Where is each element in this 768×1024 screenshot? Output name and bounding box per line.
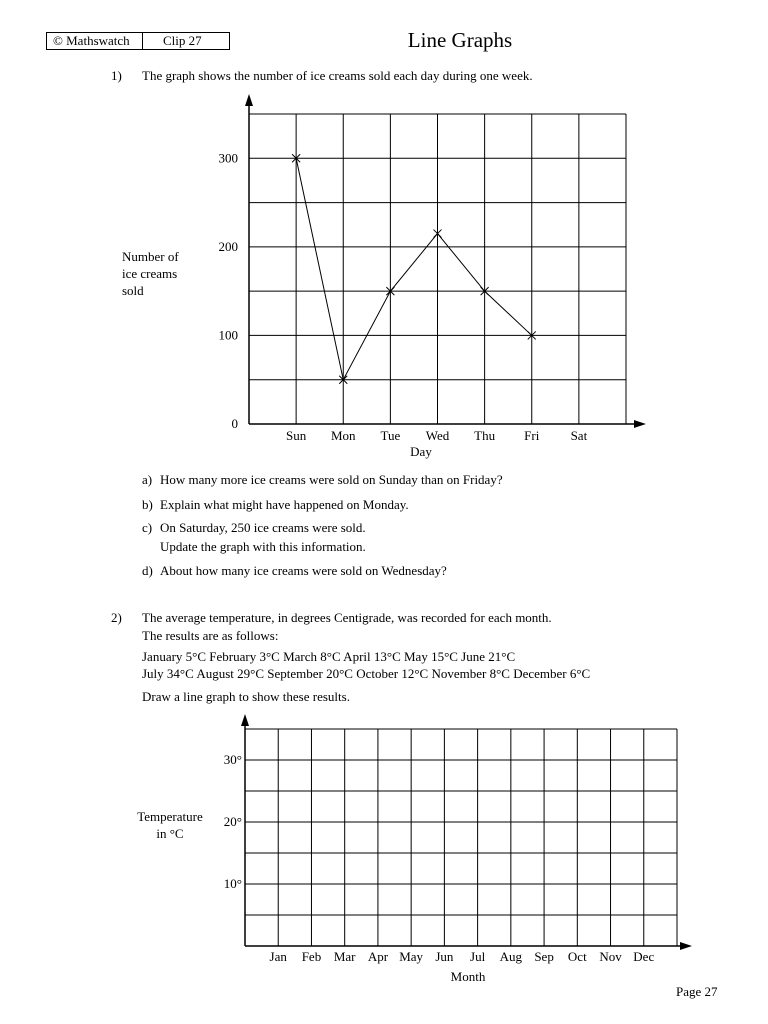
q2-y-axis-arrow (241, 714, 249, 726)
q2-x-tick-label: Oct (567, 949, 587, 964)
q2-y-label-line: in °C (156, 826, 184, 841)
q1-x-tick-label: Sun (286, 428, 307, 443)
q1-axes (245, 94, 646, 428)
q2-x-tick-label: Jul (470, 949, 486, 964)
q2-text-1: The average temperature, in degrees Centigrade, was recorded for each month. (142, 610, 552, 625)
q1-y-tick-label: 300 (218, 150, 238, 166)
q2-x-tick-label: Dec (633, 949, 655, 964)
q1-x-axis-label: Day (410, 444, 432, 459)
q1-y-tick-label: 200 (218, 238, 238, 254)
q2-grid (245, 729, 677, 946)
q1-grid (249, 114, 626, 424)
q2-x-tick-label: May (399, 949, 424, 964)
q1-part-c-text-2: Update the graph with this information. (160, 539, 366, 554)
page-title: Line Graphs (407, 28, 513, 52)
q1-y-label-line: sold (122, 283, 144, 298)
q2-tick-labels (224, 752, 655, 964)
q1-part-a-text: How many more ice creams were sold on Sunday than on Friday? (160, 472, 503, 487)
q2-x-tick-label: Jun (435, 949, 454, 964)
q1-part-c-text: On Saturday, 250 ice creams were sold. (160, 520, 366, 535)
header-brand: © Mathswatch (47, 33, 143, 49)
q2-instruction: Draw a line graph to show these results. (142, 689, 350, 704)
q2-results-line-1: January 5°C February 3°C March 8°C April 13°C May 15°C June 21°C (142, 649, 516, 664)
q1-x-tick-label: Thu (474, 428, 496, 443)
q1-text: The graph shows the number of ice creams sold each day during one week. (142, 68, 533, 83)
q2-x-tick-label: Jan (269, 949, 287, 964)
q1-part-c-letter: c) (142, 520, 153, 535)
q2-x-axis-label: Month (450, 969, 486, 984)
q1-y-label-line: ice creams (122, 266, 178, 281)
q2-x-tick-label: Apr (367, 949, 389, 964)
q2-x-tick-label: Aug (499, 949, 523, 964)
q1-x-axis-arrow (634, 420, 646, 428)
q1-x-tick-label: Wed (425, 428, 450, 443)
q1-part-d-letter: d) (142, 563, 153, 578)
q1-y-label-line: Number of (122, 249, 179, 264)
q2-results-line-2: July 34°C August 29°C September 20°C October 12°C November 8°C December 6°C (142, 666, 591, 681)
q2-x-tick-label: Mar (333, 949, 356, 964)
q1-part-d-text: About how many ice creams were sold on Wednesday? (160, 563, 447, 578)
q2-x-axis-arrow (680, 942, 692, 950)
header-clip: Clip 27 (163, 33, 202, 48)
temperature-blank-grid (0, 700, 768, 1000)
q1-series-line (296, 158, 532, 379)
q2-y-label-line: Temperature (137, 809, 203, 824)
q2-x-tick-label: Nov (599, 949, 622, 964)
q2-text-2: The results are as follows: (142, 628, 279, 643)
q2-number: 2) (111, 610, 122, 625)
q1-part-b-text: Explain what might have happened on Monday. (160, 497, 409, 512)
q1-x-tick-label: Sat (570, 428, 588, 443)
q1-part-b-letter: b) (142, 497, 153, 512)
q1-data-points (292, 154, 536, 383)
q1-y-axis-arrow (245, 94, 253, 106)
q1-number: 1) (111, 68, 122, 83)
q1-x-tick-label: Mon (330, 428, 356, 443)
page-number: Page 27 (676, 984, 718, 999)
q1-y-tick-label: 0 (231, 416, 238, 431)
q1-part-a-letter: a) (142, 472, 153, 487)
q1-x-tick-label: Fri (524, 428, 540, 443)
ice-cream-line-chart (0, 0, 768, 470)
q1-y-tick-label: 100 (218, 327, 238, 343)
q2-x-tick-label: Feb (301, 949, 322, 964)
q2-y-tick-label: 20° (223, 814, 242, 829)
q1-x-tick-label: Tue (380, 428, 401, 443)
q1-data-line (296, 158, 532, 379)
q2-x-tick-label: Sep (534, 949, 554, 964)
q2-y-tick-label: 10° (223, 876, 242, 891)
q2-y-tick-label: 30° (223, 752, 242, 767)
